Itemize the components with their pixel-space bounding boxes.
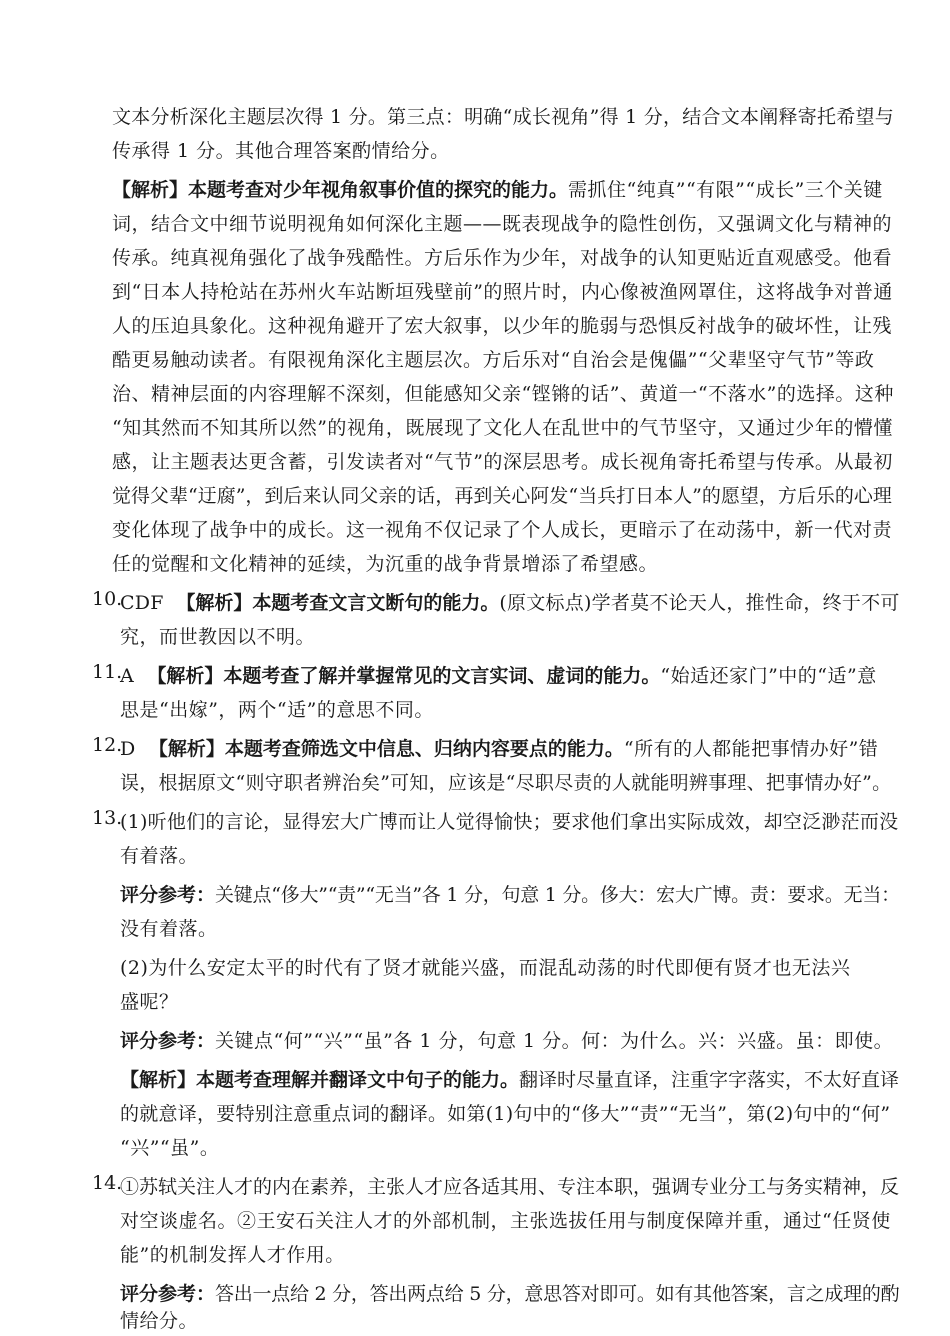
q14-line: ①苏轼关注人才的内在素养，主张人才应各适其用、专注本职，强调专业分工与务实精神，反	[120, 1176, 900, 1198]
q9-analysis-line: 觉得父辈“迂腐”，到后来认同父亲的话，再到关心阿发“当兵打日本人”的愿望，方后乐的心理	[112, 485, 892, 507]
q10-line: 究，而世教因以不明。	[120, 626, 316, 648]
q13-line: (1)听他们的言论，显得宏大广博而让人觉得愉快；要求他们拿出实际成效，却空泛渺茫而没	[120, 811, 899, 833]
question-number: 13.	[92, 807, 123, 829]
analysis-tag: 【解析】	[112, 179, 189, 201]
q9-analysis-line: 任的觉醒和文化精神的延续，为沉重的战争背景增添了希望感。	[112, 553, 659, 575]
q12-line: D 【解析】本题考查筛选文中信息、归纳内容要点的能力。“所有的人都能把事情办好”错	[120, 738, 879, 760]
q13-ref-line: 评分参考：关键点“侈大”“责”“无当”各 1 分，句意 1 分。侈大：宏大广博。责：要求。无当：	[120, 884, 900, 906]
q9-analysis-line: 传承。纯真视角强化了战争残酷性。方后乐作为少年，对战争的认知更贴近直观感受。他看	[112, 247, 893, 269]
q11-line: 思是“出嫁”，两个“适”的意思不同。	[120, 699, 434, 721]
q13-line: 有着落。	[120, 845, 199, 867]
intro-line: 文本分析深化主题层次得 1 分。第三点：明确“成长视角”得 1 分，结合文本阐释寄托希望与	[112, 106, 895, 128]
question-number: 10.	[92, 588, 123, 610]
q9-analysis-line: 治、精神层面的内容理解不深刻，但能感知父亲“铿锵的话”、黄道一“不落水”的选择。这种	[112, 383, 894, 405]
q13-ref-line: 评分参考：关键点“何”“兴”“虽”各 1 分，句意 1 分。何：为什么。兴：兴盛。虽：即使。	[120, 1030, 894, 1052]
q14-ref-line: 情给分。	[120, 1310, 199, 1332]
question-number: 14.	[92, 1172, 123, 1194]
q11-line: A 【解析】本题考查了解并掌握常见的文言实词、虚词的能力。“始适还家门”中的“适”意	[120, 665, 877, 687]
scoring-ref-tag: 评分参考：	[120, 884, 216, 906]
q9-analysis-line: 词，结合文中细节说明视角如何深化主题——既表现战争的隐性创伤，又强调文化与精神的	[112, 213, 893, 235]
q13-analysis-line: “兴”“虽”。	[120, 1137, 220, 1159]
analysis-lead: 本题考查对少年视角叙事价值的探究的能力。	[188, 179, 569, 201]
q9-analysis-line: 到“日本人持枪站在苏州火车站断垣残壁前”的照片时，内心像被渔网罩住，这将战争对普通	[112, 281, 893, 303]
q9-analysis-line: 变化体现了战争中的成长。这一视角不仅记录了个人成长，更暗示了在动荡中，新一代对责	[112, 519, 893, 541]
q14-ref-line: 评分参考：答出一点给 2 分，答出两点给 5 分，意思答对即可。如有其他答案，言之成理的酌	[120, 1283, 900, 1305]
q13-analysis-line: 的就意译，要特别注意重点词的翻译。如第(1)句中的“侈大”“责”“无当”，第(2)句中的“何”	[120, 1103, 891, 1125]
q14-line: 能”的机制发挥人才作用。	[120, 1244, 345, 1266]
question-number: 12.	[92, 734, 123, 756]
q12-line: 误，根据原文“则守职者辨治矣”可知，应该是“尽职尽责的人就能明辨事理、把事情办好”。	[120, 772, 892, 794]
answer-choice: A	[120, 665, 135, 687]
answer-choice: CDF	[120, 592, 164, 614]
answer-choice: D	[120, 738, 136, 760]
q9-analysis-line: 【解析】本题考查对少年视角叙事价值的探究的能力。需抓住“纯真”“有限”“成长”三个关键	[112, 179, 883, 201]
q13-ref-line: 没有着落。	[120, 918, 218, 940]
scoring-ref-tag: 评分参考：	[120, 1283, 216, 1305]
intro-line: 传承得 1 分。其他合理答案酌情给分。	[112, 140, 450, 162]
q9-analysis-line: “知其然而不知其所以然”的视角，既展现了文化人在乱世中的气节坚守，又通过少年的懵懂	[112, 417, 893, 439]
question-number: 11.	[92, 661, 123, 683]
q13-line: (2)为什么安定太平的时代有了贤才就能兴盛，而混乱动荡的时代即便有贤才也无法兴	[120, 957, 851, 979]
q9-analysis-line: 感，让主题表达更含蓄，引发读者对“气节”的深层思考。成长视角寄托希望与传承。从最初	[112, 451, 893, 473]
q13-analysis-line: 【解析】本题考查理解并翻译文中句子的能力。翻译时尽量直译，注重字字落实，不太好直译	[120, 1069, 900, 1091]
scoring-ref-tag: 评分参考：	[120, 1030, 216, 1052]
q10-line: CDF 【解析】本题考查文言文断句的能力。(原文标点)学者莫不论天人，推性命，终于不可	[120, 592, 900, 614]
q9-analysis-line: 人的压迫具象化。这种视角避开了宏大叙事，以少年的脆弱与恐惧反衬战争的破坏性，让残	[112, 315, 893, 337]
q14-line: 对空谈虚名。②王安石关注人才的外部机制，主张选拔任用与制度保障并重，通过“任贤使	[120, 1210, 891, 1232]
q9-analysis-line: 酷更易触动读者。有限视角深化主题层次。方后乐对“自治会是傀儡”“父辈坚守气节”等政	[112, 349, 875, 371]
q13-line: 盛呢？	[120, 991, 179, 1013]
